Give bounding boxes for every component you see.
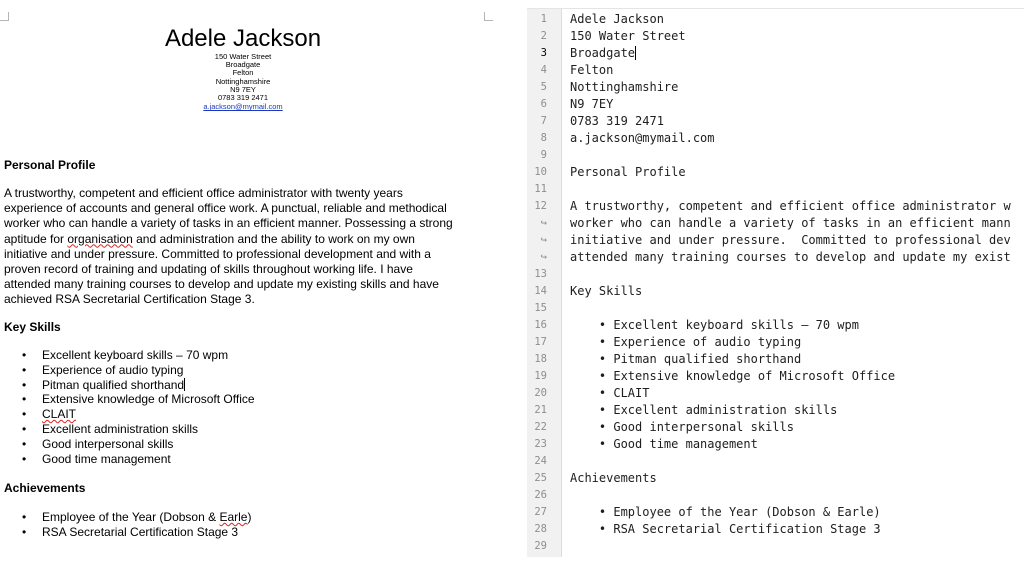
list-item[interactable]: • Employee of the Year (Dobson & Earle) <box>22 510 251 525</box>
editor-line[interactable]: • Extensive knowledge of Microsoft Office <box>570 369 896 383</box>
line-number: 17 <box>534 336 547 348</box>
editor-line[interactable]: • Excellent administration skills <box>570 403 838 417</box>
line-number: 29 <box>534 540 547 552</box>
profile-line: attended many training courses to develop and update my existing skills and have <box>4 277 439 292</box>
list-item[interactable]: • Good time management <box>22 452 255 467</box>
list-item[interactable]: • RSA Secretarial Certification Stage 3 <box>22 525 251 540</box>
line-number: 1 <box>540 13 547 25</box>
line-number: ↪ <box>540 234 547 246</box>
editor-line[interactable]: Broadgate <box>570 46 636 60</box>
line-number: 10 <box>534 166 547 178</box>
line-number: 6 <box>540 98 547 110</box>
line-number: 18 <box>534 353 547 365</box>
line-number: 9 <box>540 149 547 161</box>
line-number: 14 <box>534 285 547 297</box>
spellcheck-word[interactable]: organisation <box>67 231 133 246</box>
skills-list <box>22 348 255 466</box>
list-item[interactable] <box>22 407 255 422</box>
line-number: ↪ <box>540 251 547 263</box>
line-number: 25 <box>534 472 547 484</box>
line-number: 11 <box>534 183 547 195</box>
profile-line: initiative and under pressure. Committed to professional development and with a <box>4 246 431 261</box>
list-item[interactable]: • Good interpersonal skills <box>22 437 255 452</box>
editor-line[interactable]: Personal Profile <box>570 165 686 179</box>
editor-line[interactable]: A trustworthy, competent and efficient office administrator w <box>570 199 1011 213</box>
editor-line[interactable]: Felton <box>570 63 614 77</box>
line-number: 21 <box>534 404 547 416</box>
line-number: 13 <box>534 268 547 280</box>
address-line: Nottinghamshire <box>215 76 271 86</box>
spellcheck-word: Earle <box>219 510 248 524</box>
address-line: Broadgate <box>225 60 261 70</box>
line-number: 12 <box>534 200 547 212</box>
editor-line[interactable]: • Good interpersonal skills <box>570 420 794 434</box>
editor-line[interactable]: Nottinghamshire <box>570 80 679 94</box>
editor-line[interactable]: • Employee of the Year (Dobson & Earle) <box>570 505 881 519</box>
section-heading-personal-profile: Personal Profile <box>4 158 96 172</box>
editor-line[interactable]: initiative and under pressure. Committed to professional dev <box>570 233 1011 247</box>
editor-line[interactable]: 0783 319 2471 <box>570 114 664 128</box>
profile-line: worker who can handle a variety of tasks in an efficient manner. Possessing a strong <box>4 216 453 231</box>
line-number: 16 <box>534 319 547 331</box>
phone-number: 0783 319 2471 <box>217 93 269 103</box>
line-number: 15 <box>534 302 547 314</box>
line-number: 8 <box>540 132 547 144</box>
text-cursor <box>635 46 636 60</box>
editor-line[interactable]: 150 Water Street <box>570 29 686 43</box>
line-number: 19 <box>534 370 547 382</box>
address-line: 150 Water Street <box>214 52 272 61</box>
profile-line: proven record of training and updating of skills throughout working life. I have <box>4 262 413 277</box>
document-page[interactable] <box>0 0 500 564</box>
editor-line[interactable]: Adele Jackson <box>570 12 664 26</box>
list-item[interactable]: • Excellent keyboard skills – 70 wpm <box>22 348 255 363</box>
line-number: 20 <box>534 387 547 399</box>
editor-line[interactable]: Achievements <box>570 471 657 485</box>
list-item[interactable]: • Experience of audio typing <box>22 363 255 378</box>
line-number: 28 <box>534 523 547 535</box>
line-number: ↪ <box>540 217 547 229</box>
line-number: 3 <box>540 47 547 59</box>
profile-line: experience of accounts and general office work. A punctual, reliable and methodical <box>4 201 447 216</box>
line-number: 4 <box>540 64 547 76</box>
section-heading-achievements: Achievements <box>4 481 86 495</box>
text-editor[interactable] <box>527 8 1024 557</box>
text-cursor <box>184 378 185 391</box>
profile-line: achieved RSA Secretarial Certification Stage 3. <box>4 292 255 307</box>
cv-header <box>0 25 486 111</box>
line-number: 26 <box>534 489 547 501</box>
line-number: 5 <box>540 81 547 93</box>
cv-name: Adele Jackson <box>164 25 322 52</box>
line-number: 22 <box>534 421 547 433</box>
editor-line[interactable]: • Experience of audio typing <box>570 335 802 349</box>
line-number: 2 <box>540 30 547 42</box>
address-line: N9 7EY <box>230 84 256 94</box>
profile-line: aptitude for <box>4 231 68 246</box>
editor-line[interactable]: • RSA Secretarial Certification Stage 3 <box>570 522 881 536</box>
profile-line: A trustworthy, competent and efficient office administrator with twenty years <box>4 186 403 200</box>
profile-paragraph[interactable] <box>4 186 490 308</box>
editor-line[interactable]: • Good time management <box>570 437 758 451</box>
achievements-list <box>22 510 251 540</box>
editor-line[interactable]: • CLAIT <box>570 386 650 400</box>
line-number: 23 <box>534 438 547 450</box>
line-number: 7 <box>540 115 547 127</box>
editor-line[interactable]: a.jackson@mymail.com <box>570 131 715 145</box>
editor-line[interactable]: Key Skills <box>570 284 643 298</box>
page-corner-mark <box>484 12 493 21</box>
editor-line[interactable]: • Pitman qualified shorthand <box>570 352 802 366</box>
address-line: Felton <box>232 68 254 78</box>
list-item[interactable]: • Excellent administration skills <box>22 422 255 437</box>
section-heading-key-skills: Key Skills <box>4 320 61 334</box>
page-corner-mark <box>0 12 9 21</box>
profile-line: and administration and the ability to work on my own <box>132 231 415 246</box>
email-link[interactable]: a.jackson@mymail.com <box>203 102 283 112</box>
line-number: 27 <box>534 506 547 518</box>
editor-line[interactable]: • Excellent keyboard skills – 70 wpm <box>570 318 859 332</box>
list-item[interactable]: • Pitman qualified shorthand <box>22 378 255 393</box>
editor-line[interactable]: N9 7EY <box>570 97 614 111</box>
spellcheck-word: CLAIT <box>42 407 77 422</box>
list-item[interactable]: • Extensive knowledge of Microsoft Office <box>22 392 255 407</box>
editor-line[interactable]: attended many training courses to develop and update my exist <box>570 250 1011 264</box>
editor-line[interactable]: worker who can handle a variety of tasks in an efficient mann <box>570 216 1011 230</box>
line-number: 24 <box>534 455 547 467</box>
